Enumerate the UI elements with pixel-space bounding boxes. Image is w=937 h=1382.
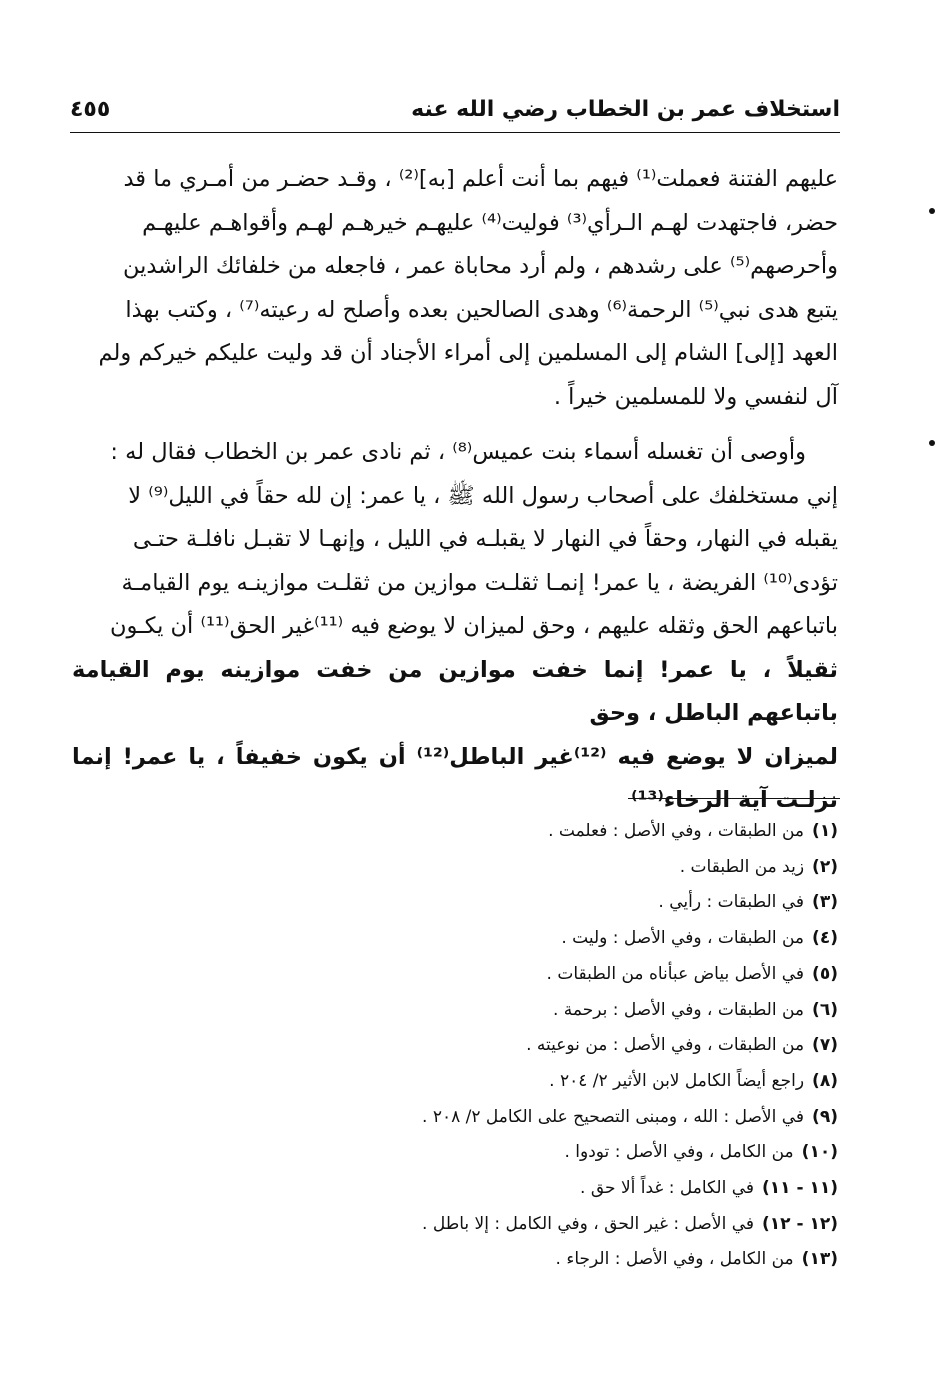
footnote-separator (628, 798, 840, 799)
footnote-item (80, 1171, 838, 1207)
scan-speck (929, 208, 935, 214)
paragraph-2 (72, 431, 838, 823)
page-number: ٤٥٥ (70, 97, 111, 122)
footnote-text: من الطبقات ، وفي الأصل : برحمة . (552, 999, 805, 1020)
text-line: تؤدى⁽¹⁰⁾ الفريضة ، يا عمر! إنمـا ثقلـت موازين من ثقلـت موازينـه يوم القيامـة (121, 569, 838, 596)
footnote-number: (٢) (812, 856, 838, 877)
footnote-text: في الأصل بياض عبأناه من الطبقات . (546, 963, 805, 984)
footnote-text: في الأصل : الله ، ومبنى التصحيح على الكامل ٢/ ٢٠٨ . (422, 1106, 805, 1127)
page-header (70, 90, 840, 133)
paragraph-1 (72, 158, 838, 419)
text-line: إني مستخلفك على أصحاب رسول الله ﷺ ، يا عمر: إن لله حقاً في الليل⁽⁹⁾ لا (128, 482, 838, 509)
text-line: وأوصى أن تغسله أسماء بنت عميس⁽⁸⁾ ، ثم نادى عمر بن الخطاب فقال له : (110, 439, 806, 465)
footnote-text: من الطبقات ، وفي الأصل : فعلمت . (548, 821, 805, 841)
footnote-item (80, 993, 838, 1029)
text-line: يتبع هدى نبي⁽⁵⁾ الرحمة⁽⁶⁾ وهدى الصالحين بعده وأصلح له رعيته⁽⁷⁾ ، وكتب بهذا (125, 296, 838, 323)
text-line: آل لنفسي ولا للمسلمين خيراً . (553, 383, 838, 410)
footnote-item (80, 850, 838, 886)
text-line: العهد [إلى] الشام إلى المسلمين إلى أمراء الأجناد أن قد وليت عليكم خيركم ولم (98, 340, 838, 366)
footnote-item (80, 921, 838, 957)
footnote-number: (١) (812, 821, 838, 841)
text-line: ثقيلاً ، يا عمر! إنما خفت موازين من خفت موازينه يوم القيامة باتباعهم الباطل ، وحق (72, 656, 838, 726)
footnote-number: (٧) (812, 1035, 838, 1056)
footnote-item (80, 814, 838, 850)
footnote-item (80, 1028, 838, 1064)
footnote-item (80, 957, 838, 993)
text-line: وأحرصهم⁽⁵⁾ على رشدهم ، ولم أرد محاباة عمر ، فاجعله من خلفائك الراشدين (122, 253, 838, 279)
footnote-item (80, 1100, 838, 1136)
text-line: عليهم الفتنة فعملت⁽¹⁾ فيهم بما أنت أعلم [به]⁽²⁾ ، وقـد حضـر من أمـري ما قد (123, 166, 838, 192)
footnote-item (80, 885, 838, 921)
text-line: باتباعهم الحق وثقله عليهم ، وحق لميزان لا يوضع فيه ⁽¹¹⁾غير الحق⁽¹¹⁾ أن يكـون (109, 613, 838, 639)
footnote-text: زيد من الطبقات . (679, 856, 805, 877)
footnote-number: (٣) (812, 892, 838, 913)
footnote-number: (١٣) (801, 1249, 838, 1270)
footnote-number: (٦) (812, 999, 838, 1020)
main-text (72, 158, 838, 823)
footnote-number: (٤) (812, 928, 838, 949)
footnote-number: (٥) (812, 963, 838, 984)
footnote-number: (١٠) (801, 1142, 838, 1163)
footnote-item (80, 1207, 838, 1243)
footnote-text: من الطبقات ، وفي الأصل : من نوعيته . (526, 1035, 805, 1056)
footnote-number: (١٢ - ١٢) (762, 1213, 838, 1234)
footnotes-list (80, 814, 838, 1278)
text-line: لميزان لا يوضع فيه ⁽¹²⁾غير الباطل⁽¹²⁾ أن يكون خفيفاً ، يا عمر! إنما نزلـت آية الرخاء⁽¹³⁾ (72, 743, 838, 813)
footnote-text: من الكامل ، وفي الأصل : الرجاء . (555, 1249, 794, 1270)
footnote-text: في الأصل : غير الحق ، وفي الكامل : إلا باطل . (422, 1213, 754, 1234)
footnote-number: (١١ - ١١) (762, 1178, 838, 1199)
footnote-text: في الكامل : غداً ألا حق . (580, 1178, 754, 1199)
footnote-number: (٨) (812, 1070, 838, 1091)
footnote-item (80, 1135, 838, 1171)
footnote-text: من الكامل ، وفي الأصل : تودوا . (564, 1142, 794, 1163)
footnote-text: من الطبقات ، وفي الأصل : وليت . (561, 928, 805, 949)
footnote-text: في الطبقات : رأيي . (658, 892, 805, 913)
text-line: حضر، فاجتهدت لهـم الـرأي⁽³⁾ فوليت⁽⁴⁾ عليهـم خيرهـم لهـم وأقواهـم عليهـم (142, 209, 838, 236)
footnote-item (80, 1064, 838, 1100)
footnote-text: راجع أيضاً الكامل لابن الأثير ٢/ ٢٠٤ . (549, 1070, 805, 1091)
footnote-number: (٩) (812, 1106, 838, 1127)
footnote-item (80, 1242, 838, 1278)
running-title: استخلاف عمر بن الخطاب رضي الله عنه (411, 97, 840, 122)
text-line: يقبله في النهار، وحقاً في النهار لا يقبلـه في الليل ، وإنهـا لا تقبـل نافلـة حتـى (132, 526, 838, 552)
scan-speck (929, 440, 935, 446)
